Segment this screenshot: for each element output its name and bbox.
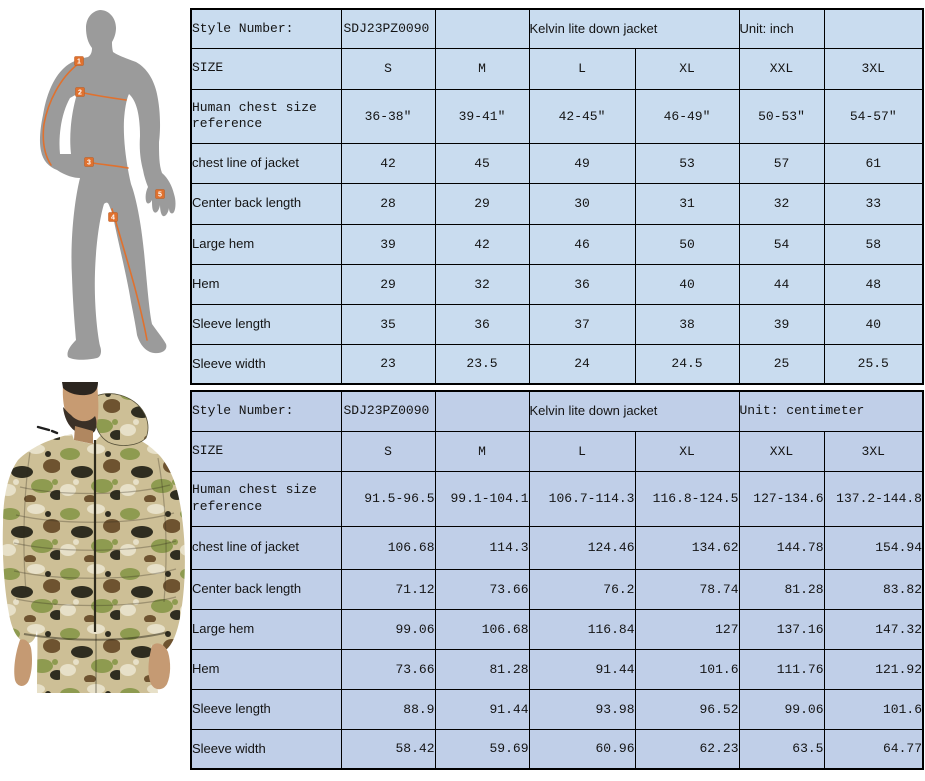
value-cell: 106.7-114.3 <box>529 471 635 526</box>
row-label-cell: Large hem <box>191 609 341 649</box>
value-cell: 99.1-104.1 <box>435 471 529 526</box>
value-cell: 71.12 <box>341 569 435 609</box>
row-label-cell: Human chest size reference <box>191 89 341 143</box>
style-number-cell: SDJ23PZ0090 <box>341 9 435 48</box>
size-header-cell: M <box>435 48 529 89</box>
value-cell: 93.98 <box>529 689 635 729</box>
value-cell: 30 <box>529 183 635 224</box>
value-cell: 29 <box>341 264 435 304</box>
value-cell: 48 <box>824 264 923 304</box>
measure-row <box>191 224 923 264</box>
value-cell: 81.28 <box>435 649 529 689</box>
style-number-cell: SDJ23PZ0090 <box>341 391 435 431</box>
value-cell: 24 <box>529 344 635 384</box>
unit-cell: Unit: centimeter <box>739 391 923 431</box>
row-label-cell: Sleeve width <box>191 729 341 769</box>
value-cell: 46 <box>529 224 635 264</box>
size-header-row <box>191 48 923 89</box>
size-header-cell: XL <box>635 431 739 471</box>
size-header-cell: XL <box>635 48 739 89</box>
value-cell: 39 <box>739 304 824 344</box>
value-cell: 32 <box>739 183 824 224</box>
value-cell: 96.52 <box>635 689 739 729</box>
unit-cell: Unit: inch <box>739 9 824 48</box>
value-cell: 42 <box>341 143 435 183</box>
value-cell: 76.2 <box>529 569 635 609</box>
measure-row <box>191 689 923 729</box>
measure-row <box>191 143 923 183</box>
value-cell: 116.8-124.5 <box>635 471 739 526</box>
value-cell: 38 <box>635 304 739 344</box>
value-cell: 35 <box>341 304 435 344</box>
row-label-cell: chest line of jacket <box>191 143 341 183</box>
right-hand <box>148 643 170 689</box>
measure-row <box>191 344 923 384</box>
value-cell: 57 <box>739 143 824 183</box>
value-cell: 99.06 <box>341 609 435 649</box>
value-cell: 40 <box>635 264 739 304</box>
spacer-cell <box>435 391 529 431</box>
body-silhouette <box>40 10 176 360</box>
value-cell: 73.66 <box>435 569 529 609</box>
value-cell: 73.66 <box>341 649 435 689</box>
value-cell: 36-38″ <box>341 89 435 143</box>
value-cell: 36 <box>435 304 529 344</box>
measure-row <box>191 264 923 304</box>
measure-row <box>191 471 923 526</box>
value-cell: 106.68 <box>341 526 435 569</box>
value-cell: 42 <box>435 224 529 264</box>
value-cell: 137.2-144.8 <box>824 471 923 526</box>
product-name-cell: Kelvin lite down jacket <box>529 9 739 48</box>
value-cell: 106.68 <box>435 609 529 649</box>
value-cell: 49 <box>529 143 635 183</box>
value-cell: 60.96 <box>529 729 635 769</box>
marker-2: 2 <box>78 89 82 97</box>
size-label-cell: SIZE <box>191 48 341 89</box>
unit-spacer-cell <box>824 9 923 48</box>
value-cell: 154.94 <box>824 526 923 569</box>
value-cell: 62.23 <box>635 729 739 769</box>
value-cell: 33 <box>824 183 923 224</box>
value-cell: 124.46 <box>529 526 635 569</box>
size-label-cell: SIZE <box>191 431 341 471</box>
value-cell: 116.84 <box>529 609 635 649</box>
measurement-figure <box>0 2 190 382</box>
style-label-cell: Style Number: <box>191 9 341 48</box>
size-header-cell: XXL <box>739 48 824 89</box>
measure-row <box>191 304 923 344</box>
row-label-cell: Sleeve width <box>191 344 341 384</box>
value-cell: 32 <box>435 264 529 304</box>
value-cell: 91.5-96.5 <box>341 471 435 526</box>
value-cell: 114.3 <box>435 526 529 569</box>
value-cell: 46-49″ <box>635 89 739 143</box>
size-header-cell: L <box>529 431 635 471</box>
value-cell: 111.76 <box>739 649 824 689</box>
value-cell: 23.5 <box>435 344 529 384</box>
value-cell: 61 <box>824 143 923 183</box>
spacer-cell <box>435 9 529 48</box>
header-row <box>191 9 923 48</box>
measure-row <box>191 729 923 769</box>
marker-5: 5 <box>158 191 162 199</box>
value-cell: 53 <box>635 143 739 183</box>
value-cell: 50-53″ <box>739 89 824 143</box>
measure-row <box>191 183 923 224</box>
value-cell: 99.06 <box>739 689 824 729</box>
value-cell: 144.78 <box>739 526 824 569</box>
size-header-cell: S <box>341 48 435 89</box>
measure-row <box>191 609 923 649</box>
size-table-inch <box>190 8 924 385</box>
value-cell: 39 <box>341 224 435 264</box>
measure-row <box>191 89 923 143</box>
value-cell: 127-134.6 <box>739 471 824 526</box>
measure-row <box>191 569 923 609</box>
row-label-cell: Center back length <box>191 183 341 224</box>
value-cell: 127 <box>635 609 739 649</box>
value-cell: 88.9 <box>341 689 435 729</box>
value-cell: 25 <box>739 344 824 384</box>
row-label-cell: Human chest size reference <box>191 471 341 526</box>
row-label-cell: Center back length <box>191 569 341 609</box>
value-cell: 81.28 <box>739 569 824 609</box>
value-cell: 40 <box>824 304 923 344</box>
row-label-cell: Sleeve length <box>191 689 341 729</box>
value-cell: 134.62 <box>635 526 739 569</box>
value-cell: 25.5 <box>824 344 923 384</box>
value-cell: 91.44 <box>529 649 635 689</box>
size-header-cell: L <box>529 48 635 89</box>
row-label-cell: chest line of jacket <box>191 526 341 569</box>
value-cell: 101.6 <box>824 689 923 729</box>
marker-3: 3 <box>87 159 91 167</box>
value-cell: 31 <box>635 183 739 224</box>
value-cell: 28 <box>341 183 435 224</box>
model-head <box>62 382 98 444</box>
value-cell: 147.32 <box>824 609 923 649</box>
size-header-cell: S <box>341 431 435 471</box>
size-header-cell: M <box>435 431 529 471</box>
row-label-cell: Hem <box>191 649 341 689</box>
size-table-centimeter <box>190 390 924 770</box>
size-header-cell: XXL <box>739 431 824 471</box>
value-cell: 63.5 <box>739 729 824 769</box>
header-row <box>191 391 923 431</box>
value-cell: 78.74 <box>635 569 739 609</box>
row-label-cell: Hem <box>191 264 341 304</box>
product-name-cell: Kelvin lite down jacket <box>529 391 739 431</box>
hood <box>95 394 148 446</box>
style-label-cell: Style Number: <box>191 391 341 431</box>
left-hand <box>14 639 32 686</box>
marker-1: 1 <box>77 58 81 66</box>
value-cell: 36 <box>529 264 635 304</box>
value-cell: 121.92 <box>824 649 923 689</box>
value-cell: 54 <box>739 224 824 264</box>
value-cell: 37 <box>529 304 635 344</box>
value-cell: 50 <box>635 224 739 264</box>
size-header-cell: 3XL <box>824 48 923 89</box>
value-cell: 45 <box>435 143 529 183</box>
value-cell: 54-57″ <box>824 89 923 143</box>
value-cell: 101.6 <box>635 649 739 689</box>
value-cell: 23 <box>341 344 435 384</box>
measure-row <box>191 649 923 689</box>
value-cell: 42-45″ <box>529 89 635 143</box>
value-cell: 44 <box>739 264 824 304</box>
row-label-cell: Sleeve length <box>191 304 341 344</box>
value-cell: 58 <box>824 224 923 264</box>
value-cell: 137.16 <box>739 609 824 649</box>
value-cell: 24.5 <box>635 344 739 384</box>
zipper-pull <box>38 427 57 433</box>
value-cell: 39-41″ <box>435 89 529 143</box>
value-cell: 59.69 <box>435 729 529 769</box>
value-cell: 64.77 <box>824 729 923 769</box>
marker-4: 4 <box>111 214 115 222</box>
value-cell: 29 <box>435 183 529 224</box>
size-header-row <box>191 431 923 471</box>
value-cell: 91.44 <box>435 689 529 729</box>
row-label-cell: Large hem <box>191 224 341 264</box>
size-header-cell: 3XL <box>824 431 923 471</box>
measure-row <box>191 526 923 569</box>
product-photo <box>0 382 190 693</box>
value-cell: 58.42 <box>341 729 435 769</box>
value-cell: 83.82 <box>824 569 923 609</box>
